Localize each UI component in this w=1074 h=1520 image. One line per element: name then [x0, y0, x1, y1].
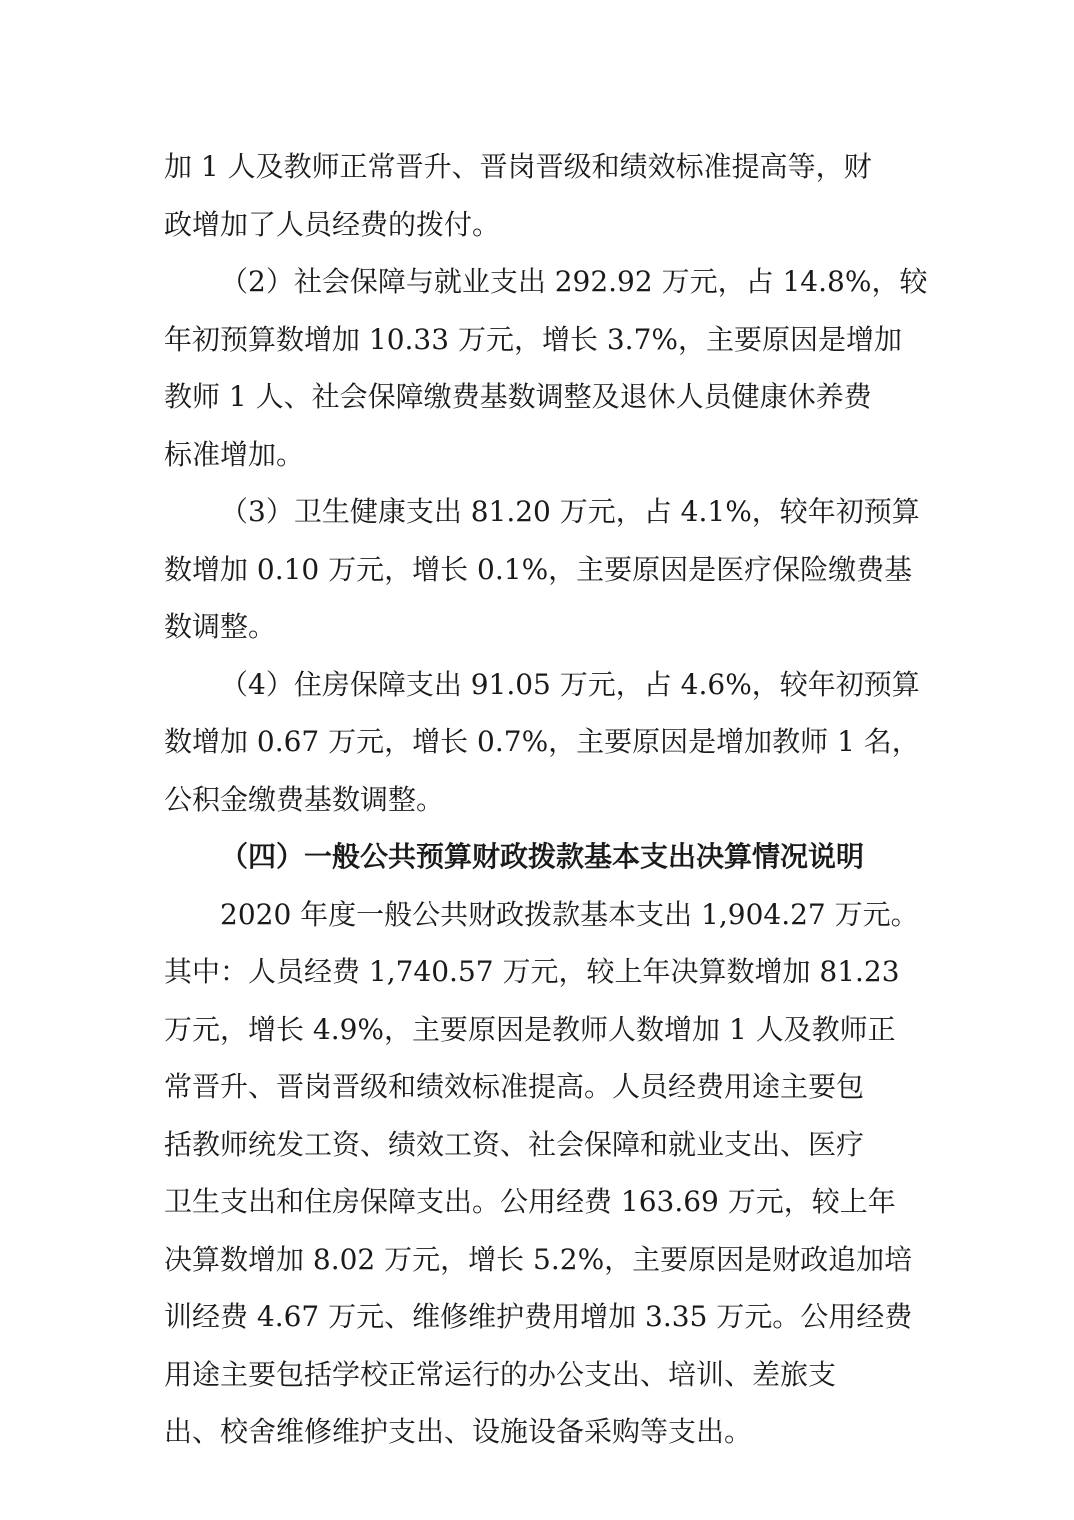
text-line: 数增加 0.67 万元，增长 0.7%，主要原因是增加教师 1 名，: [164, 725, 920, 758]
paragraph-start-housing: （4）住房保障支出 91.05 万元，占 4.6%，较年初预算: [220, 667, 920, 701]
text-line: 年初预算数增加 10.33 万元，增长 3.7%，主要原因是增加: [164, 322, 902, 356]
paragraph-start-social-security: （2）社会保障与就业支出 292.92 万元，占 14.8%，较: [220, 265, 928, 298]
section-heading: （四）一般公共预算财政拨款基本支出决算情况说明: [220, 840, 865, 873]
text-line: 数增加 0.10 万元，增长 0.1%，主要原因是医疗保险缴费基: [164, 552, 913, 586]
text-line: 标准增加。: [164, 437, 305, 471]
text-line: 括教师统发工资、绩效工资、社会保障和就业支出、医疗: [164, 1127, 865, 1161]
text-line: 万元，增长 4.9%，主要原因是教师人数增加 1 人及教师正: [164, 1012, 896, 1046]
text-line: 公积金缴费基数调整。: [164, 782, 445, 816]
text-line: 决算数增加 8.02 万元，增长 5.2%，主要原因是财政追加培: [164, 1242, 913, 1276]
text-line: 其中：人员经费 1,740.57 万元，较上年决算数增加 81.23: [164, 955, 900, 988]
paragraph-start-basic-expenditure: 2020 年度一般公共财政拨款基本支出 1,904.27 万元。: [220, 897, 919, 931]
text-line: 教师 1 人、社会保障缴费基数调整及退休人员健康休养费: [164, 380, 872, 413]
text-line: 加 1 人及教师正常晋升、晋岗晋级和绩效标准提高等，财: [164, 150, 872, 183]
body-text: [164, 138, 928, 1461]
text-line: 常晋升、晋岗晋级和绩效标准提高。人员经费用途主要包: [164, 1070, 865, 1103]
text-line: 训经费 4.67 万元、维修维护费用增加 3.35 万元。公用经费: [164, 1300, 913, 1333]
text-line: 数调整。: [164, 610, 277, 643]
text-line: 政增加了人员经费的拨付。: [164, 207, 501, 241]
paragraph-start-health: （3）卫生健康支出 81.20 万元，占 4.1%，较年初预算: [220, 495, 920, 528]
text-line: 卫生支出和住房保障支出。公用经费 163.69 万元，较上年: [164, 1185, 896, 1218]
text-line: 出、校舍维修维护支出、设施设备采购等支出。: [164, 1415, 753, 1448]
text-line: 用途主要包括学校正常运行的办公支出、培训、差旅支: [164, 1357, 837, 1391]
